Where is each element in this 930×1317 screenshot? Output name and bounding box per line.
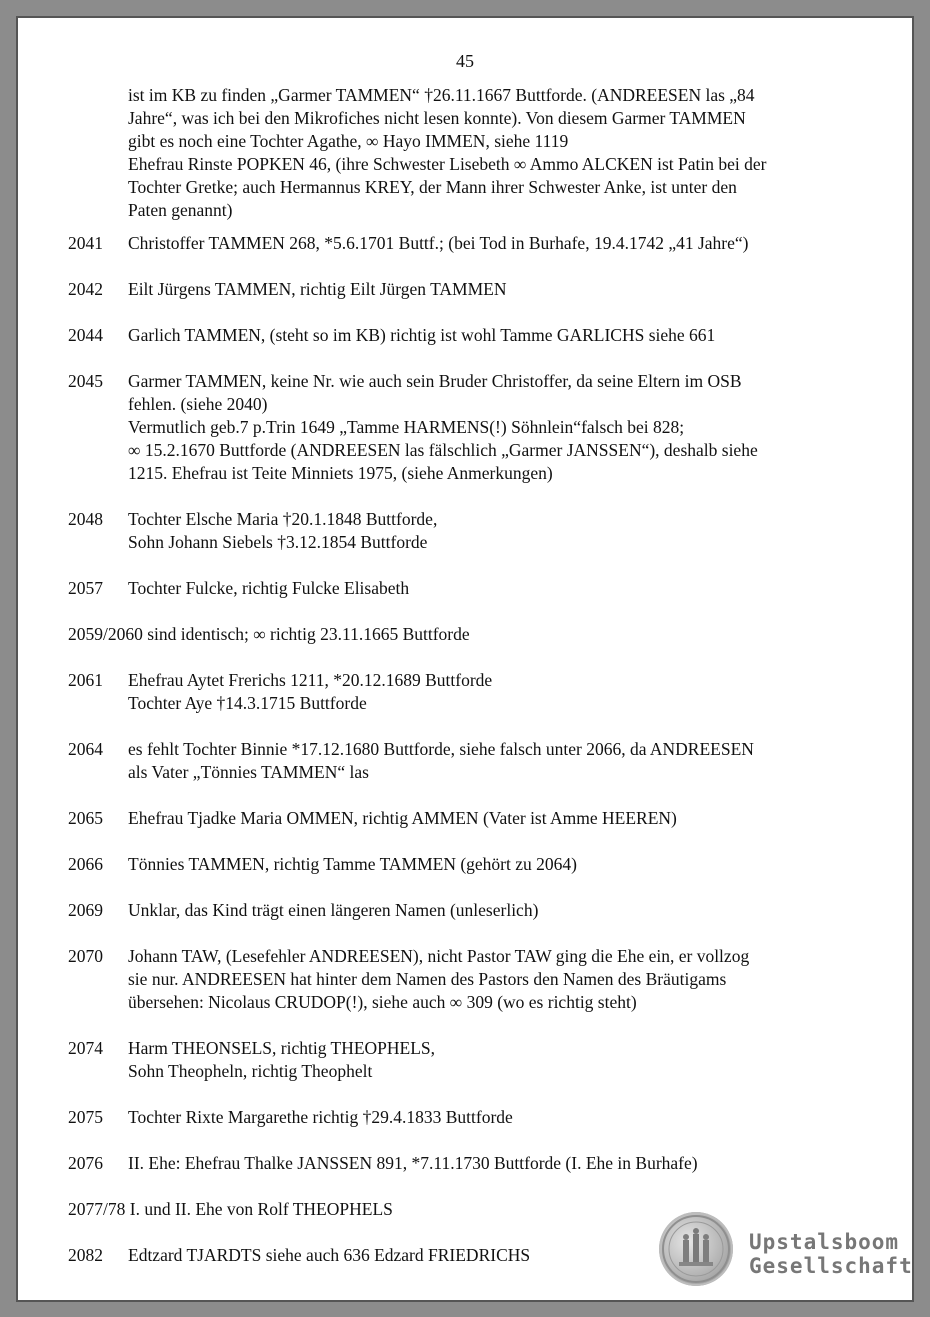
entry-number: 2076	[68, 1153, 103, 1173]
entry-line: Ehefrau Tjadke Maria OMMEN, richtig AMMEN (Vater ist Amme HEEREN)	[128, 808, 677, 828]
entry-line: II. Ehe: Ehefrau Thalke JANSSEN 891, *7.11.1730 Buttforde (I. Ehe in Burhafe)	[128, 1153, 698, 1173]
document-page	[16, 16, 914, 1302]
entry-number: 2064	[68, 739, 103, 759]
entry-text	[128, 1037, 878, 1083]
entry-text	[128, 370, 878, 485]
entry-text	[128, 1152, 878, 1175]
entry-line: Sohn Theopheln, richtig Theophelt	[128, 1061, 373, 1081]
entry-text	[128, 945, 878, 1014]
entry-number: 2066	[68, 854, 103, 874]
logo-line: Upstalsboom	[749, 1230, 900, 1254]
entry-number: 2074	[68, 1038, 103, 1058]
entry-number: 2065	[68, 808, 103, 828]
entry-text	[128, 899, 878, 922]
entry-line: Garlich TAMMEN, (steht so im KB) richtig ist wohl Tamme GARLICHS siehe 661	[128, 325, 716, 345]
entry-line: Tochter Fulcke, richtig Fulcke Elisabeth	[128, 578, 410, 598]
entry-line: Vermutlich geb.7 p.Trin 1649 „Tamme HARMENS(!) Söhnlein“falsch bei 828;	[128, 417, 685, 437]
entry-number: 2075	[68, 1107, 103, 1127]
page-number: 45	[456, 51, 474, 71]
logo-line: Gesellschaft	[749, 1254, 913, 1278]
entry-text	[128, 807, 878, 830]
intro-line: ist im KB zu finden „Garmer TAMMEN“ †26.11.1667 Buttforde. (ANDREESEN las „84	[128, 85, 755, 105]
entry-line: sie nur. ANDREESEN hat hinter dem Namen des Pastors den Namen des Bräutigams	[128, 969, 727, 989]
entry-line: Edtzard TJARDTS siehe auch 636 Edzard FRIEDRICHS	[128, 1245, 531, 1265]
entry-number: 2044	[68, 325, 103, 345]
entry-line: Tochter Aye †14.3.1715 Buttforde	[128, 693, 367, 713]
entry-line: Unklar, das Kind trägt einen längeren Namen (unleserlich)	[128, 900, 539, 920]
entry-line: Sohn Johann Siebels †3.12.1854 Buttforde	[128, 532, 428, 552]
entry-text	[128, 508, 878, 554]
intro-paragraph	[128, 84, 878, 222]
entry-line: Ehefrau Aytet Frerichs 1211, *20.12.1689 Buttforde	[128, 670, 493, 690]
entry-text	[128, 577, 878, 600]
entry-line: ∞ 15.2.1670 Buttforde (ANDREESEN las fälschlich „Garmer JANSSEN“), deshalb siehe	[128, 440, 758, 460]
entry-line: Johann TAW, (Lesefehler ANDREESEN), nicht Pastor TAW ging die Ehe ein, er vollzog	[128, 946, 750, 966]
entry-text	[128, 278, 878, 301]
entry-number: 2070	[68, 946, 103, 966]
entry-line: Eilt Jürgens TAMMEN, richtig Eilt Jürgen TAMMEN	[128, 279, 507, 299]
society-seal-icon	[659, 1212, 733, 1286]
society-logo-text	[749, 1230, 913, 1278]
entry-line: es fehlt Tochter Binnie *17.12.1680 Buttforde, siehe falsch unter 2066, da ANDREESEN	[128, 739, 754, 759]
intro-line: Jahre“, was ich bei den Mikrofiches nicht lesen konnte). Von diesem Garmer TAMMEN	[128, 108, 746, 128]
entry-text	[128, 1106, 878, 1129]
entry-line: Garmer TAMMEN, keine Nr. wie auch sein Bruder Christoffer, da seine Eltern im OSB	[128, 371, 742, 391]
entry-line: 1215. Ehefrau ist Teite Minniets 1975, (siehe Anmerkungen)	[128, 463, 553, 483]
entry-line: Tochter Elsche Maria †20.1.1848 Buttforde,	[128, 509, 438, 529]
entry-number: 2041	[68, 233, 103, 253]
intro-line: Tochter Gretke; auch Hermannus KREY, der Mann ihrer Schwester Anke, ist unter den	[128, 177, 737, 197]
seal-emblem-icon	[659, 1212, 733, 1286]
entry-line: fehlen. (siehe 2040)	[128, 394, 268, 414]
entry-text	[128, 1244, 648, 1267]
entry-number: 2042	[68, 279, 103, 299]
entry-line: Harm THEONSELS, richtig THEOPHELS,	[128, 1038, 436, 1058]
entry-number: 2069	[68, 900, 103, 920]
entry-text	[128, 738, 878, 784]
entry-text	[128, 853, 878, 876]
entry-line: als Vater „Tönnies TAMMEN“ las	[128, 762, 369, 782]
entry-number: 2057	[68, 578, 103, 598]
entry-line: Tönnies TAMMEN, richtig Tamme TAMMEN (gehört zu 2064)	[128, 854, 577, 874]
entry-line: Christoffer TAMMEN 268, *5.6.1701 Buttf.; (bei Tod in Burhafe, 19.4.1742 „41 Jahre“)	[128, 233, 749, 253]
entry-number: 2082	[68, 1245, 103, 1265]
entry-number: 2048	[68, 509, 103, 529]
entry-line: übersehen: Nicolaus CRUDOP(!), siehe auch ∞ 309 (wo es richtig steht)	[128, 992, 637, 1012]
entry-full-line: 2059/2060 sind identisch; ∞ richtig 23.11.1665 Buttforde	[68, 624, 470, 644]
entry-number: 2061	[68, 670, 103, 690]
entry-text	[128, 232, 878, 255]
entry-text	[128, 324, 878, 347]
entry-line: Tochter Rixte Margarethe richtig †29.4.1833 Buttforde	[128, 1107, 513, 1127]
entry-number: 2045	[68, 371, 103, 391]
intro-line: Ehefrau Rinste POPKEN 46, (ihre Schwester Lisebeth ∞ Ammo ALCKEN ist Patin bei der	[128, 154, 767, 174]
entry-text	[128, 669, 878, 715]
intro-line: gibt es noch eine Tochter Agathe, ∞ Hayo IMMEN, siehe 1119	[128, 131, 569, 151]
entry-full-line: 2077/78 I. und II. Ehe von Rolf THEOPHELS	[68, 1199, 393, 1219]
intro-line: Paten genannt)	[128, 200, 233, 220]
